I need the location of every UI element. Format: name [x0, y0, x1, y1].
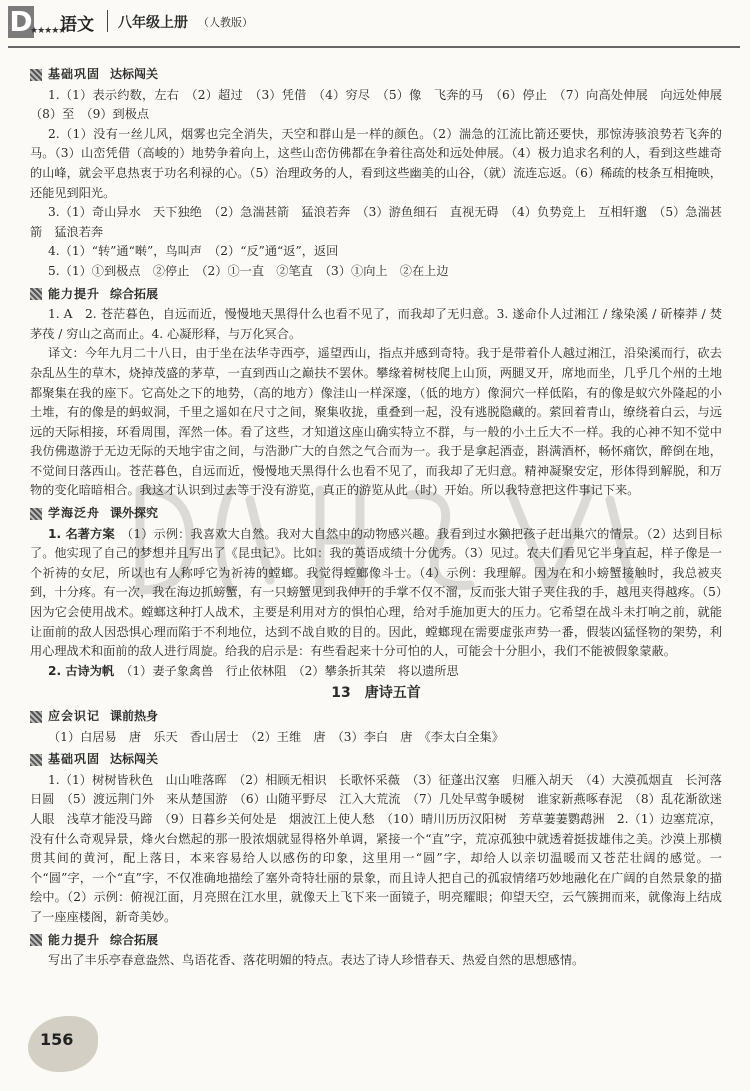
item-label: 1. 名著方案	[48, 526, 115, 541]
section-heading	[30, 750, 722, 770]
section-title: 能力提升	[48, 286, 101, 301]
answer-line: 3.（1）奇山异水 天下独绝 （2）急湍甚箭 猛浪若奔 （3）游鱼细石 直视无碍 （4）负势竞上 互相轩邈 （5）急湍甚箭 猛浪若奔	[30, 205, 722, 239]
answer-line: （1）白居易 唐 乐天 香山居士 （2）王维 唐 （3）李白 唐 《李太白全集》	[48, 729, 504, 744]
item-label: 2. 古诗为帆	[48, 663, 115, 678]
answer-line: 写出了丰乐亭春意盎然、鸟语花香、落花明媚的特点。表达了诗人珍惜春天、热爱自然的思想感情。	[48, 953, 585, 968]
section-bullet-icon	[30, 711, 42, 723]
lesson-name: 唐诗五首	[364, 685, 421, 702]
section-title: 基础巩固	[48, 67, 101, 81]
section-subtitle: 综合拓展	[110, 932, 159, 947]
section-title: 学海泛舟	[48, 506, 101, 521]
section-subtitle: 课外探究	[110, 506, 159, 521]
lesson-number: 13	[331, 685, 351, 702]
page-content	[30, 62, 735, 971]
section-heading	[30, 285, 722, 305]
answer-line: 1. A 2. 苍茫暮色，自远而近，慢慢地天黑得什么也看不见了，而我却了无归意。3. 遂命仆人过湘江 / 缘染溪 / 斫榛莽 / 焚茅茷 / 穷山之高而止。4. 心凝形释，与万化冥合。	[30, 307, 722, 341]
section-heading	[30, 65, 722, 85]
section-title: 能力提升	[48, 932, 101, 947]
subject-title: 语文	[60, 15, 94, 35]
item-text: （1）妻子象禽兽 行止依林阻 （2）攀条折其荣 将以遗所思	[126, 663, 459, 678]
edition-label: （人教版）	[198, 16, 253, 29]
answer-line: 5.（1）①到极点 ②停止 （2）①一直 ②笔直 （3）①向上 ②在上边	[48, 263, 449, 278]
page-number: 156	[40, 1030, 74, 1049]
answer-line: 1.（1）树树皆秋色 山山唯落晖 （2）相顾无相识 长歌怀采薇 （3）征蓬出汉塞 归雁入胡天 （4）大漠孤烟直 长河落日圆 （5）渡远荆门外 来从楚国游 （6）山随平野尽 江入大荒流 （7）几处早莺争暖树 谁家新燕啄春泥 （8）乱花渐欲迷人眼 浅草才能没马蹄 （9）日暮乡关何处是 烟波江上使人愁 （10）晴川历历汉阳树 芳草萋萋鹦鹉洲 2.（1）边塞荒凉，没有什么奇观异景，烽火台燃起的那一股浓烟就显得格外单调，紧接一个“直”字，荒凉孤独中就透着挺拔雄伟之美。沙漠上那横贯其间的黄河，配上落日，本来容易给人以感伤的印象，这里用一“圆”字，却给人以亲切温暖而又苍茫壮阔的感觉。一个“圆”字，一个“直”字，不仅准确地描绘了塞外奇特壮丽的景象，而且诗人把自己的孤寂情绪巧妙地融化在广阔的自然景象的描绘中。（2）示例：俯视江面，月亮照在江水里，就像天上飞下来一面镜子，明亮耀眼；仰望天空，云气簇拥而来，就像海上结成了一座座楼阁，新奇美妙。	[30, 772, 722, 924]
answer-line	[30, 525, 722, 662]
section-title: 基础巩固	[48, 752, 101, 767]
section-heading	[30, 707, 722, 727]
answer-line	[30, 662, 722, 682]
section-bullet-icon	[30, 934, 42, 946]
section-title: 应会识记	[48, 709, 101, 723]
section-heading	[30, 504, 722, 524]
header-divider	[107, 10, 108, 32]
section-bullet-icon	[30, 69, 42, 81]
page-header	[0, 0, 750, 44]
section-bullet-icon	[30, 288, 42, 300]
header-rule	[8, 46, 740, 48]
item-text: （1）示例：我喜欢大自然。我对大自然中的动物感兴趣。我看到过水獭把孩子赶出巢穴的情景。（2）达到目标了。他实现了自己的梦想并且写出了《昆虫记》。比如：我的英语成绩十分优秀。（3）见过。农夫们看见它半身直起，样子像是一个祈祷的女尼，所以也有人称呼它为祈祷的螳螂。我觉得螳螂像斗士。（4）示例：我理解。因为在和小螃蟹接触时，我总被夹到，十分疼。有一次，我在海边抓螃蟹，有一只螃蟹见到我伸开的手掌不仅不溜，反而张大钳子夹住我的手，越甩夹得越疼。（5）因为它会使用战术。螳螂这种打人战术，主要是利用对方的惧怕心理，给对手施加更大的压力。它希望在战斗未打响之前，就能让面前的敌人因恐惧心理而陷于不利地位，达到不战自败的目的。因此，螳螂现在需要虚张声势一番，假装凶猛怪物的架势，利用心理战术和面前的敌人进行周旋。给我的启示是：有些看起来十分可怕的人，可能会十分胆小，我们不能被假象蒙蔽。	[30, 526, 723, 659]
lesson-title	[30, 684, 722, 704]
book-logo: D	[9, 5, 33, 38]
section-bullet-icon	[30, 754, 42, 766]
section-subtitle: 综合拓展	[110, 286, 159, 301]
answer-line: 1.（1）表示约数，左右 （2）超过 （3）凭借 （4）穷尽 （5）像 飞奔的马 （6）停止 （7）向高处伸展 向远处伸展 （8）至 （9）到极点	[30, 87, 735, 122]
grade-label: 八年级上册	[118, 15, 188, 31]
section-subtitle: 达标闯关	[110, 67, 159, 81]
translation-paragraph: 译文：今年九月二十八日，由于坐在法华寺西亭，遥望西山，指点并感到奇特。我于是带着仆人越过湘江，沿染溪而行，砍去杂乱丛生的草木，烧掉茂盛的茅草，一直到西山之巅扶不罢休。攀缘着树枝爬上山顶，两腿叉开，席地而坐，几乎几个州的土地都聚集在我的座下。它高处之下的地势，（高的地方）像洼山一样深邃，（低的地方）像洞穴一样低陷，有的像是蚁穴外隆起的小土堆，有的像是的蚂蚁洞，千里之遥如在尺寸之间，聚集收拢，重叠到一起，没有逃脱隐藏的。萦回着青山，缭绕着白云，与远远的天际相接，环看周围，浑然一体。看了这些，才知道这座山确实特立不群，与一般的小土丘大不一样。我的心神不知不觉中我仿佛遨游于无边无际的天地宇宙之间，与浩渺广大的自然之气合而为一。我于是拿起酒壶，斟满酒杯，畅怀痛饮，醉倒在地，不觉间日落西山。苍茫暮色，自远而近，慢慢地天黑得什么也看不见了，而我却了无归意。精神凝聚安定，形体得到解脱，和万物的变化暗暗相合。我这才认识到过去等于没有游览，真正的游览从此（时）开始。所以我特意把这件事记下来。	[30, 346, 722, 498]
answer-line: 2.（1）没有一丝儿风，烟雾也完全消失，天空和群山是一样的颜色。（2）湍急的江流比箭还要快，那惊涛骇浪势若飞奔的马。（3）山峦凭借（高峻的）地势争着向上，这些山峦仿佛都在争着往高处和远处伸展。（4）极力追求名利的人，看到这些雄奇的山峰，就会平息热衷于功名利禄的心。（5）治理政务的人，看到这些幽美的山谷，（就）流连忘返。（6）稀疏的枝条互相掩映，还能见到阳光。	[30, 126, 722, 200]
level-stars: ★★★★★	[30, 26, 66, 36]
section-subtitle: 课前热身	[110, 709, 159, 723]
answer-line: 4.（1）“转”通“啭”，鸟叫声 （2）“反”通“返”，返回	[48, 244, 339, 259]
section-heading	[30, 931, 722, 951]
section-bullet-icon	[30, 508, 42, 520]
section-subtitle: 达标闯关	[110, 752, 159, 767]
